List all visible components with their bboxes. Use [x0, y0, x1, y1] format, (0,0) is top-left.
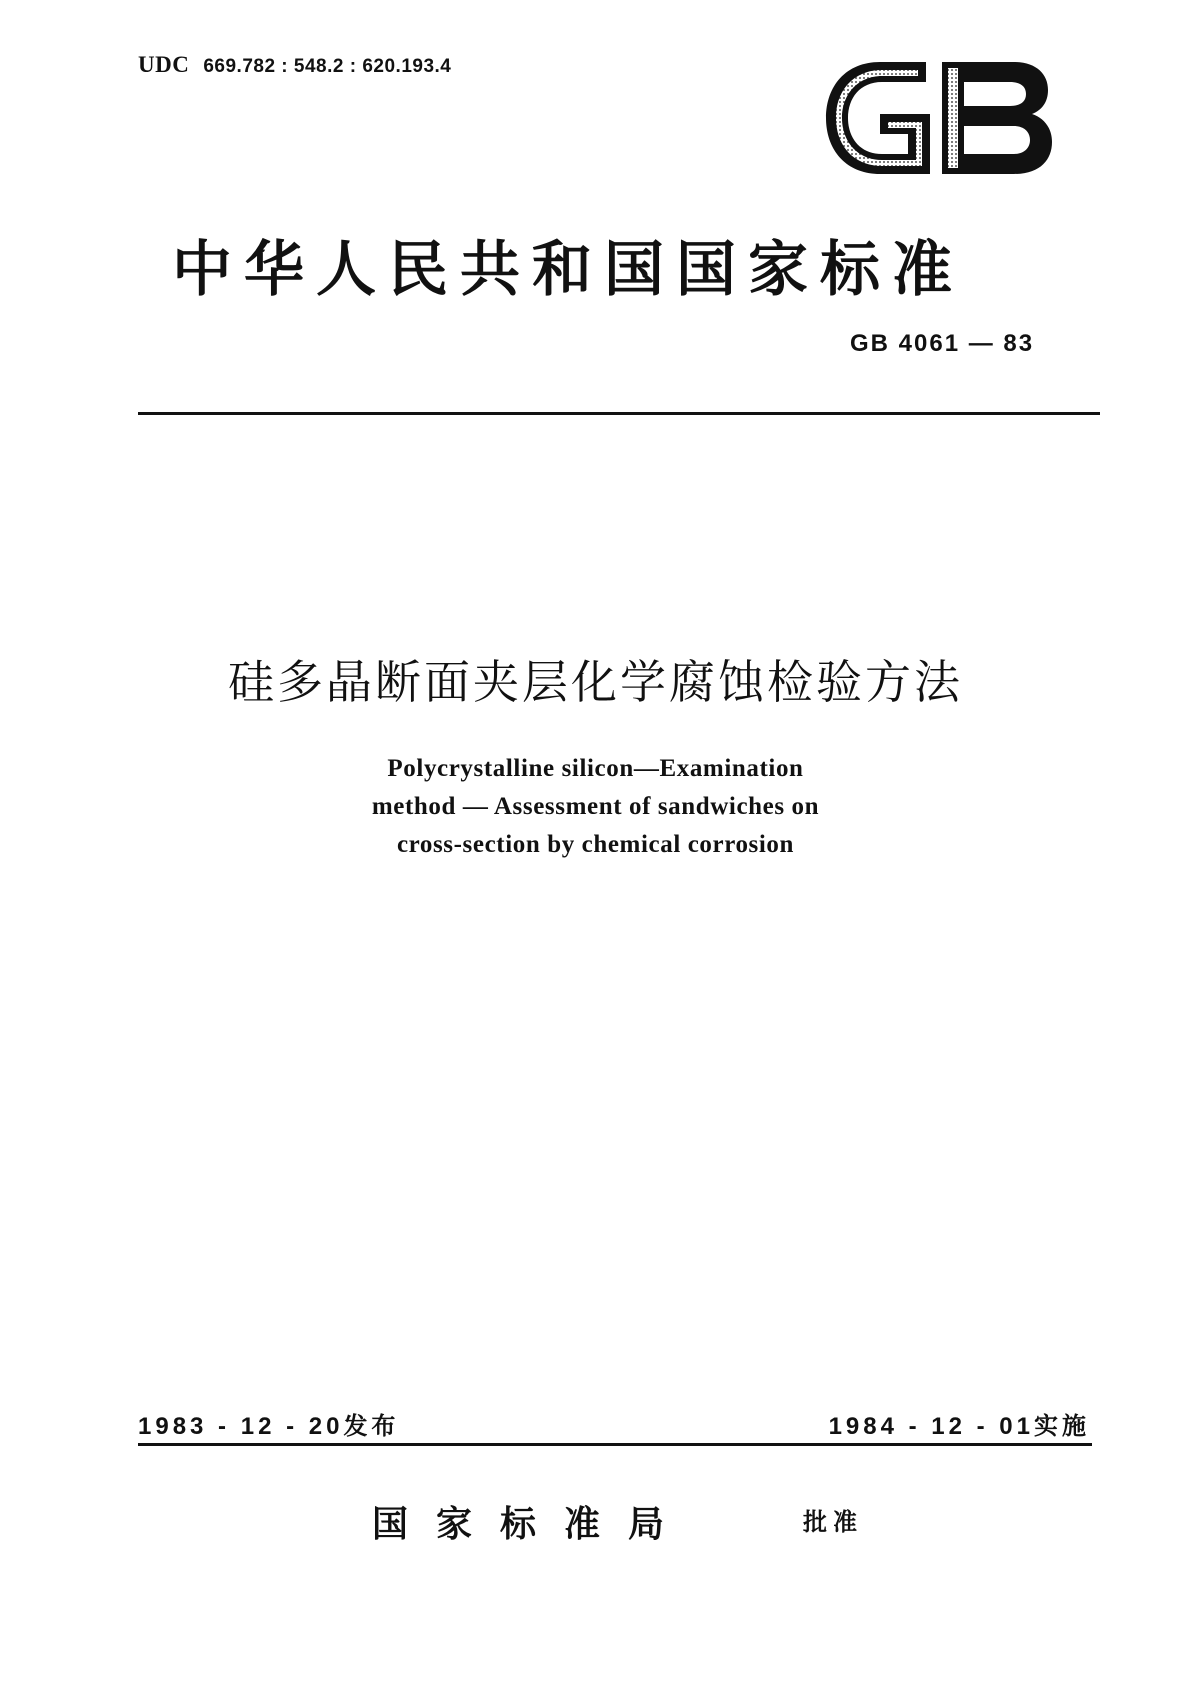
title-english-line: Polycrystalline silicon—Examination: [387, 755, 804, 782]
standard-number: GB 4061 — 83: [850, 330, 1035, 357]
approve-label: 批准: [803, 1508, 863, 1536]
title-chinese: 硅多晶断面夹层化学腐蚀检验方法: [228, 655, 963, 709]
top-divider: [138, 412, 1100, 415]
udc-label: UDC: [138, 52, 190, 77]
title-english-line: cross-section by chemical corrosion: [396, 831, 795, 858]
title-english-line: method — Assessment of sandwiches on: [371, 793, 820, 820]
udc-code: [138, 52, 451, 78]
issue-date: 1983 - 12 - 20发布: [138, 1413, 400, 1440]
bottom-divider: [138, 1443, 1092, 1446]
implementation-date: 1984 - 12 - 01实施: [828, 1413, 1090, 1440]
country-standard-title: 中华人民共和国国家标准: [172, 235, 964, 305]
approving-authority: 国家标准局: [372, 1504, 693, 1545]
gb-logo-icon: [818, 56, 1058, 180]
udc-number: 669.782 : 548.2 : 620.193.4: [203, 56, 452, 77]
title-english: [250, 750, 941, 864]
